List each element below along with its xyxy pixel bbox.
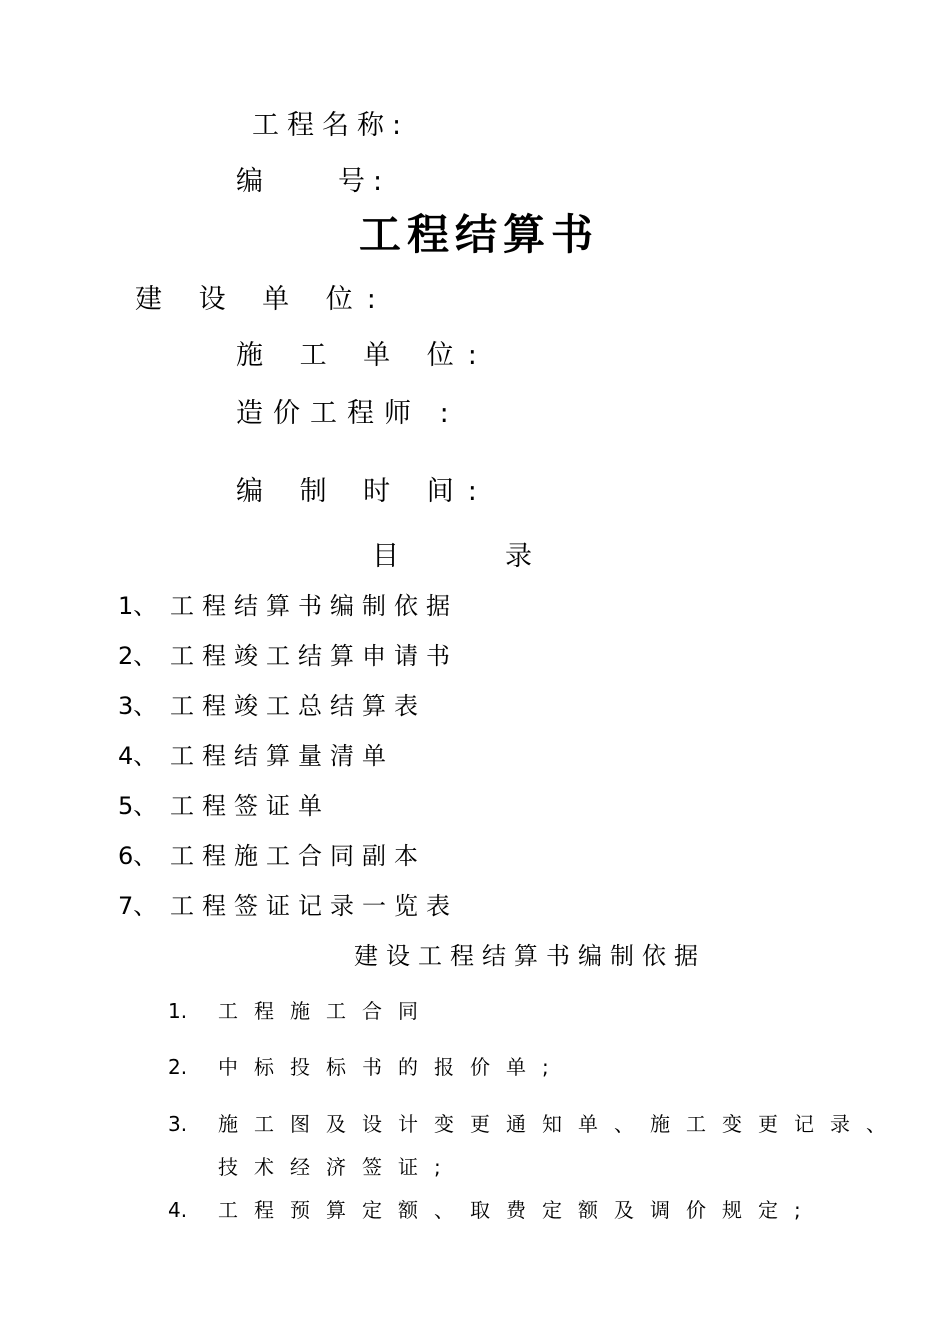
- basis-item-number: 4.: [168, 1198, 188, 1222]
- basis-item: [168, 1057, 565, 1077]
- basis-item: [168, 1001, 434, 1021]
- toc-item-text: 工程签证单: [170, 792, 330, 820]
- basis-item-text: 中标投标书的报价单;: [218, 1055, 565, 1079]
- basis-item-number: 1.: [168, 999, 188, 1023]
- number-label-second-char: 号:: [338, 166, 391, 197]
- toc-item-text: 工程签证记录一览表: [170, 892, 458, 920]
- toc-item-number: 2、: [118, 642, 158, 670]
- toc-item-number: 3、: [118, 692, 158, 720]
- toc-item: [118, 844, 426, 868]
- basis-item-continuation: 技术经济签证;: [218, 1155, 457, 1179]
- basis-item-text: 工程施工合同: [218, 999, 434, 1023]
- toc-item: [118, 594, 458, 618]
- number-label-first-char: 编: [236, 166, 263, 197]
- toc-item-text: 工程竣工总结算表: [170, 692, 426, 720]
- toc-item-number: 7、: [118, 892, 158, 920]
- contractor-unit-label: 施 工 单 位:: [236, 340, 491, 371]
- toc-item-text: 工程施工合同副本: [170, 842, 426, 870]
- basis-item: [168, 1114, 902, 1134]
- toc-item: [118, 694, 426, 718]
- cost-engineer-label: 造价工程师 :: [236, 398, 459, 429]
- toc-item-text: 工程结算书编制依据: [170, 592, 458, 620]
- toc-item-number: 4、: [118, 742, 158, 770]
- basis-item-text: 工程预算定额、取费定额及调价规定;: [218, 1198, 817, 1222]
- basis-item-text: 施工图及设计变更通知单、施工变更记录、: [218, 1112, 902, 1136]
- toc-item-number: 6、: [118, 842, 158, 870]
- toc-item: [118, 744, 394, 768]
- toc-item: [118, 644, 458, 668]
- document-title: 工程结算书: [359, 210, 600, 259]
- toc-item-text: 工程竣工结算申请书: [170, 642, 458, 670]
- client-unit-label: 建 设 单 位:: [135, 284, 390, 315]
- project-name-label: 工程名称:: [252, 110, 410, 141]
- basis-heading: 建设工程结算书编制依据: [354, 942, 706, 970]
- basis-item: [168, 1200, 817, 1220]
- toc-item-number: 5、: [118, 792, 158, 820]
- toc-item: [118, 794, 330, 818]
- toc-heading-second-char: 录: [505, 541, 532, 572]
- toc-item-text: 工程结算量清单: [170, 742, 394, 770]
- toc-heading-first-char: 目: [372, 541, 399, 572]
- toc-item: [118, 894, 458, 918]
- basis-item-number: 2.: [168, 1055, 188, 1079]
- toc-item-number: 1、: [118, 592, 158, 620]
- prepared-time-label: 编 制 时 间:: [236, 476, 491, 507]
- basis-item-number: 3.: [168, 1112, 188, 1136]
